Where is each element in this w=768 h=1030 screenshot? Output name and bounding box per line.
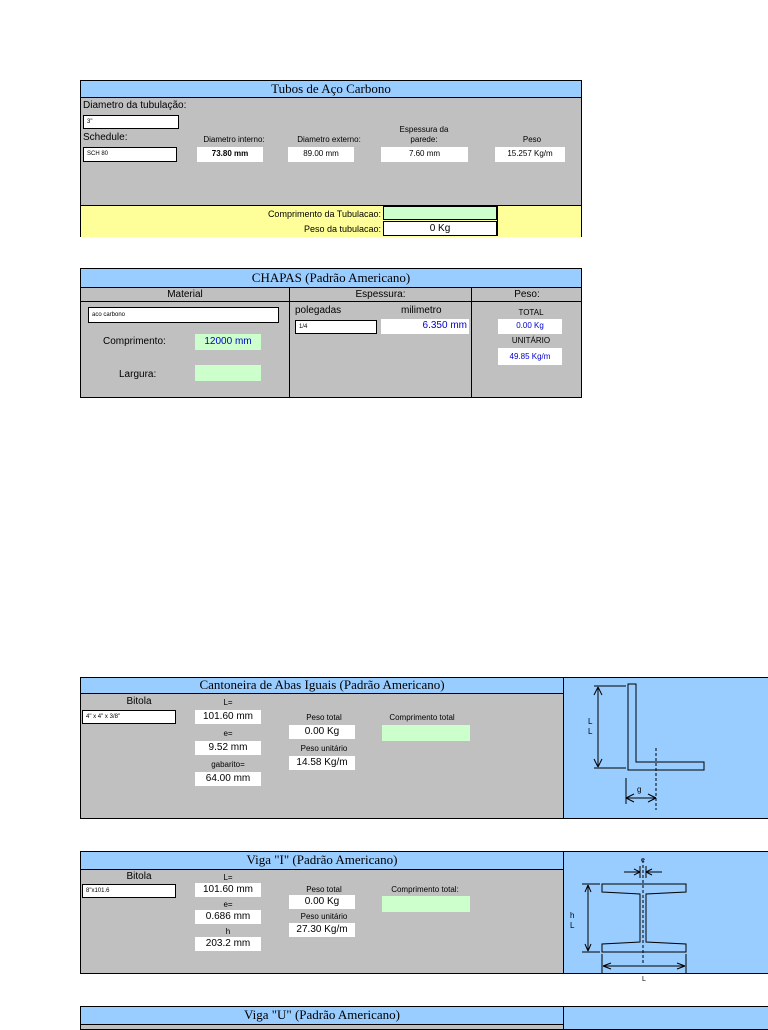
diagram-label-L1: L — [588, 717, 593, 726]
material-select[interactable]: aco carbono — [88, 307, 279, 323]
cantoneira-bitola-select[interactable]: 4" x 4" x 3/8" — [82, 710, 176, 724]
cantoneira-panel — [80, 677, 564, 819]
viga-i-bitola-label: Bitola — [126, 871, 152, 882]
viga-i-peso-unit-label: Peso unitário — [300, 912, 348, 921]
viga-i-L-label: L= — [223, 873, 233, 882]
viga-i-diagram-e: e — [641, 857, 645, 864]
cantoneira-e-value: 9.52 mm — [195, 741, 261, 755]
i-beam-drawing — [564, 852, 768, 975]
diam-externo-value: 89.00 mm — [288, 147, 354, 162]
diagram-label-g: g — [637, 785, 642, 794]
viga-u-title: Viga "U" (Padrão Americano) — [81, 1007, 563, 1025]
diametro-select[interactable]: 3" — [83, 115, 179, 129]
viga-i-comp-total-label: Comprimento total: — [391, 885, 459, 894]
diam-interno-value: 73.80 mm — [197, 147, 263, 162]
cantoneira-peso-unit-value: 14.58 Kg/m — [289, 756, 355, 770]
cantoneira-L-value: 101.60 mm — [195, 710, 261, 724]
polegadas-select[interactable]: 1/4 — [295, 320, 377, 334]
viga-i-peso-total-value: 0.00 Kg — [289, 895, 355, 909]
cantoneira-L-label: L= — [223, 698, 233, 707]
chapas-panel — [80, 268, 582, 398]
cantoneira-e-label: e= — [223, 729, 233, 738]
gabarito-label: gabarito= — [211, 760, 245, 769]
viga-i-diagram-L: L — [570, 921, 575, 930]
comprimento-input[interactable]: 12000 mm — [195, 334, 261, 350]
viga-i-diagram-L-bottom: L — [642, 976, 646, 983]
viga-i-diagram — [563, 851, 768, 974]
comprimento-tubulacao-label: Comprimento da Tubulacao: — [267, 209, 381, 219]
tubos-panel — [80, 80, 582, 237]
cantoneira-comp-total-input[interactable] — [382, 725, 470, 741]
total-label: TOTAL — [518, 308, 544, 317]
viga-i-h-value: 203.2 mm — [195, 937, 261, 951]
diagram-label-L2: L — [588, 727, 593, 736]
espessura-value: 7.60 mm — [381, 147, 468, 162]
peso-label: Peso — [522, 135, 542, 144]
diam-externo-label: Diametro externo: — [297, 135, 361, 144]
diam-interno-label: Diametro interno: — [203, 135, 265, 144]
viga-i-h-label: h — [225, 927, 231, 936]
peso-value: 15.257 Kg/m — [495, 147, 565, 162]
total-value: 0.00 Kg — [498, 319, 562, 334]
viga-i-diagram-h: h — [570, 911, 575, 920]
peso-header: Peso: — [514, 289, 540, 300]
milimetro-value: 6.350 mm — [381, 319, 469, 334]
tubos-title: Tubos de Aço Carbono — [81, 81, 581, 98]
viga-i-title: Viga "I" (Padrão Americano) — [81, 852, 563, 870]
viga-i-bitola-select[interactable]: 8"x101.6 — [82, 884, 176, 898]
milimetro-label: milimetro — [401, 305, 442, 316]
cantoneira-peso-total-value: 0.00 Kg — [289, 725, 355, 739]
cantoneira-title: Cantoneira de Abas Iguais (Padrão Americano) — [81, 678, 563, 694]
viga-i-panel — [80, 851, 564, 974]
cantoneira-comp-total-label: Comprimento total — [389, 713, 455, 722]
espessura-label: Espessura da parede: — [399, 125, 449, 144]
material-header: Material — [167, 289, 203, 300]
viga-i-L-value: 101.60 mm — [195, 883, 261, 897]
schedule-label: Schedule: — [83, 132, 128, 143]
gabarito-value: 64.00 mm — [195, 772, 261, 786]
cantoneira-peso-total-label: Peso total — [306, 713, 342, 722]
largura-label: Largura: — [119, 369, 157, 380]
schedule-select[interactable]: SCH 80 — [83, 147, 177, 162]
viga-u-diagram — [563, 1006, 768, 1030]
diametro-label: Diametro da tubulação: — [83, 100, 187, 111]
espessura-header: Espessura: — [355, 289, 406, 300]
unitario-value: 49.85 Kg/m — [498, 348, 562, 365]
viga-i-peso-total-label: Peso total — [306, 885, 342, 894]
viga-u-panel — [80, 1006, 564, 1030]
viga-i-comp-total-input[interactable] — [382, 896, 470, 912]
comprimento-tubulacao-input[interactable] — [383, 206, 497, 220]
peso-tubulacao-label: Peso da tubulacao: — [303, 224, 381, 234]
cantoneira-bitola-label: Bitola — [126, 696, 152, 707]
chapas-title: CHAPAS (Padrão Americano) — [81, 269, 581, 288]
polegadas-label: polegadas — [295, 305, 342, 316]
unitario-label: UNITÁRIO — [511, 336, 551, 345]
peso-tubulacao-value: 0 Kg — [383, 221, 497, 236]
cantoneira-peso-unit-label: Peso unitário — [300, 744, 348, 753]
viga-i-peso-unit-value: 27.30 Kg/m — [289, 923, 355, 937]
largura-input[interactable] — [195, 365, 261, 381]
comprimento-label: Comprimento: — [103, 336, 166, 347]
cantoneira-diagram — [563, 677, 768, 819]
angle-profile-drawing — [564, 678, 768, 820]
viga-i-e-label: e= — [223, 900, 233, 909]
viga-i-e-value: 0.686 mm — [195, 910, 261, 924]
